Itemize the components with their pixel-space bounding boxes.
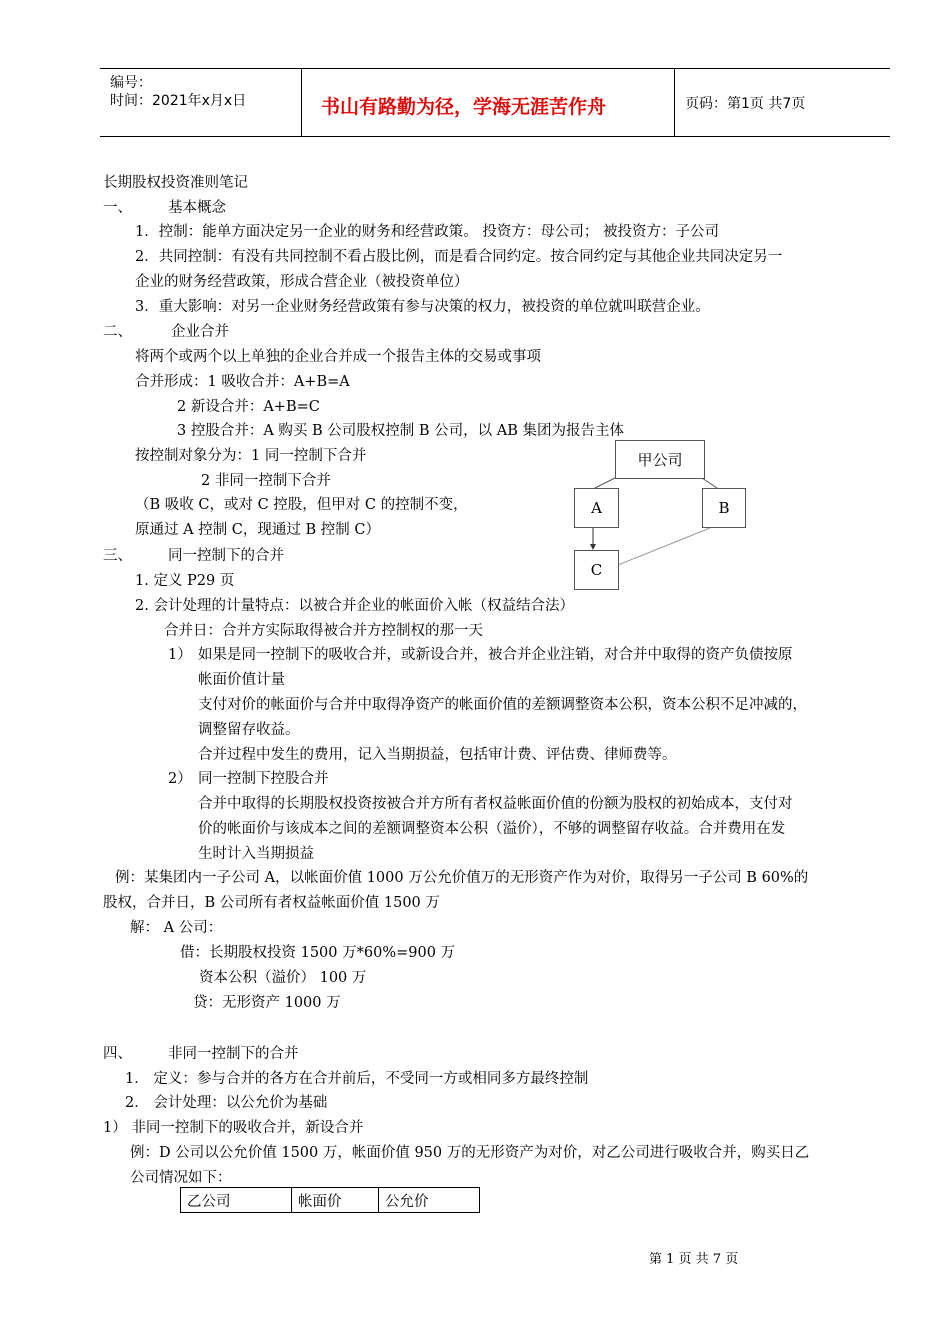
header-motto: 书山有路勤为径，学海无涯苦作舟: [321, 96, 607, 118]
section2-definition: 将两个或两个以上单独的企业合并成一个报告主体的交易或事项: [135, 349, 541, 365]
sub2-line3: 生时计入当期损益: [198, 846, 314, 862]
table-row: [181, 1188, 480, 1213]
control-type-1: 按控制对象分为：1 同一控制下合并: [135, 448, 367, 464]
section3-number: 三、: [103, 548, 132, 564]
example1-line2: 股权，合并日，B 公司所有者权益帐面价值 1500 万: [103, 895, 440, 911]
journal-credit: 贷：无形资产 1000 万: [193, 995, 341, 1011]
section3-item1: 1. 定义 P29 页: [135, 573, 235, 589]
section3-heading: 同一控制下的合并: [168, 548, 284, 564]
diagram-node-c: C: [574, 550, 619, 590]
example2-line2: 公司情况如下：: [130, 1170, 232, 1186]
diagram-line-b-c: [618, 528, 710, 565]
sub1-line4: 调整留存收益。: [198, 722, 300, 738]
control-type-2: 2 非同一控制下合并: [201, 473, 331, 489]
sub2-number: 2）: [168, 771, 192, 787]
section1-item2: 2．共同控制：有没有共同控制不看占股比例，而是看合同约定。按合同约定与其他企业共同决定另一: [135, 249, 783, 265]
control-note-1: （B 吸收 C，或对 C 控股，但甲对 C 的控制不变，: [135, 497, 468, 513]
merge-form-3: 3 控股合并：A 购买 B 公司股权控制 B 公司，以 AB 集团为报告主体: [177, 423, 625, 439]
company-info-table: [180, 1187, 480, 1213]
sub2-line1: 合并中取得的长期股权投资按被合并方所有者权益帐面价值的份额为股权的初始成本，支付对: [198, 796, 793, 812]
section4-heading: 非同一控制下的合并: [168, 1046, 299, 1062]
time-label: 时间：2021年x月x日: [110, 93, 247, 109]
sub1-line1: 如果是同一控制下的吸收合并，或新设合并，被合并企业注销，对合并中取得的资产负债按原: [198, 647, 793, 663]
sub1-line2: 帐面价值计量: [198, 672, 285, 688]
merge-form-2: 2 新设合并：A+B=C: [177, 399, 320, 415]
example2-line1: 例：D 公司以公允价值 1500 万，帐面价值 950 万的无形资产为对价，对乙公司进行吸收合并，购买日乙: [130, 1145, 810, 1161]
table-header-cell: 帐面价: [292, 1188, 379, 1213]
journal-debit-2: 资本公积（溢价） 100 万: [199, 970, 367, 986]
page-header: [100, 68, 890, 137]
table-header-cell: 公允价: [379, 1188, 480, 1213]
sub2-line2: 价的帐面价与该成本之间的差额调整资本公积（溢价），不够的调整留存收益。合并费用在发: [198, 821, 786, 837]
section2-heading: 企业合并: [171, 324, 229, 340]
section4-number: 四、: [103, 1046, 132, 1062]
section3-item2: 2. 会计处理的计量特点：以被合并企业的帐面价入帐（权益结合法）: [135, 598, 574, 614]
sub1-line5: 合并过程中发生的费用，记入当期损益，包括审计费、评估费、律师费等。: [198, 747, 677, 763]
diagram-node-parent: 甲公司: [615, 440, 705, 479]
section1-item3: 3．重大影响：对另一企业财务经营政策有参与决策的权力，被投资的单位就叫联营企业。: [135, 299, 710, 315]
page-footer: 第 1 页 共 7 页: [649, 1252, 739, 1267]
merge-form-1: 合并形成：1 吸收合并：A+B=A: [135, 374, 350, 390]
header-divider: [301, 69, 302, 136]
sub2-heading: 同一控制下控股合并: [198, 771, 329, 787]
merge-date: 合并日：合并方实际取得被合并方控制权的那一天: [164, 623, 483, 639]
sub1-number: 1）: [168, 647, 192, 663]
table-header-cell: 乙公司: [181, 1188, 292, 1213]
section1-item2-cont: 企业的财务经营政策，形成合营企业（被投资单位）: [135, 274, 469, 290]
section4-item1: 1． 定义：参与合并的各方在合并前后，不受同一方或相同多方最终控制: [125, 1071, 589, 1087]
diagram-node-b: B: [702, 488, 746, 528]
section4-sub1: 1） 非同一控制下的吸收合并，新设合并: [103, 1120, 364, 1136]
section1-heading: 基本概念: [168, 200, 226, 216]
page-indicator: 页码：第1页 共7页: [685, 96, 806, 112]
section1-item1: 1．控制：能单方面决定另一企业的财务和经营政策。 投资方：母公司； 被投资方：子公司: [135, 224, 719, 240]
journal-debit-1: 借：长期股权投资 1500 万*60%=900 万: [180, 945, 456, 961]
section4-item2: 2． 会计处理：以公允价为基础: [125, 1095, 328, 1111]
section1-number: 一、: [103, 200, 132, 216]
solution-label: 解： A 公司：: [130, 920, 223, 936]
section2-number: 二、: [103, 324, 132, 340]
header-divider: [674, 69, 675, 136]
diagram-node-a: A: [574, 488, 619, 528]
example1-line1: 例：某集团内一子公司 A，以帐面价值 1000 万公允价值万的无形资产作为对价，取得另一子公司 B 60%的: [115, 870, 809, 886]
document-title: 长期股权投资准则笔记: [103, 175, 248, 191]
serial-label: 编号：: [110, 75, 152, 91]
sub1-line3: 支付对价的帐面价与合并中取得净资产的帐面价值的差额调整资本公积，资本公积不足冲减的，: [198, 697, 807, 713]
control-note-2: 原通过 A 控制 C，现通过 B 控制 C）: [135, 522, 380, 538]
